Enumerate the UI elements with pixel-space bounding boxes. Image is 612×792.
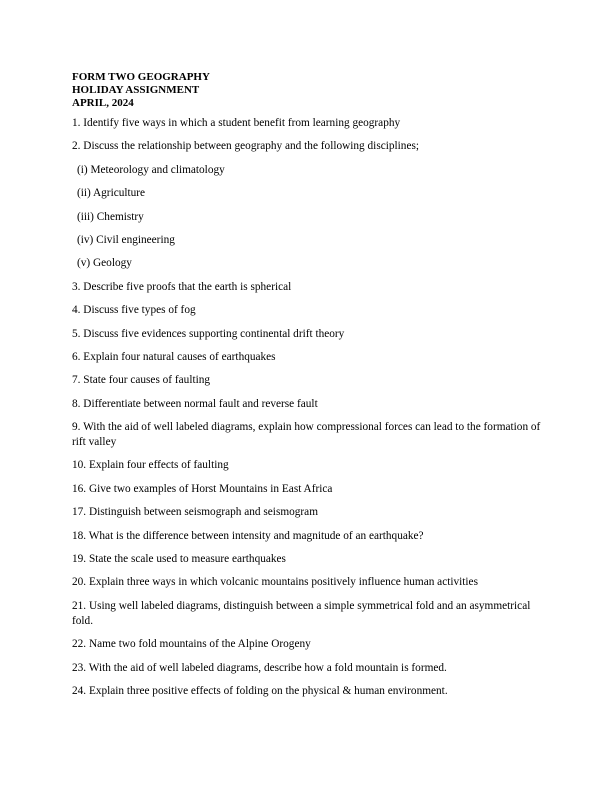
header-subject: FORM TWO GEOGRAPHY	[72, 71, 210, 83]
question-item: 1. Identify five ways in which a student benefit from learning geography	[72, 117, 401, 129]
question-subitem: (v) Geology	[77, 257, 132, 270]
question-item: 8. Differentiate between normal fault and reverse fault	[72, 397, 318, 410]
question-item: 23. With the aid of well labeled diagrams, describe how a fold mountain is formed.	[72, 661, 447, 674]
question-item: 3. Describe five proofs that the earth is spherical	[72, 280, 292, 293]
question-item: 22. Name two fold mountains of the Alpine Orogeny	[72, 638, 311, 651]
question-item: 4. Discuss five types of fog	[72, 304, 196, 317]
question-item: 20. Explain three ways in which volcanic mountains positively influence human activities	[72, 576, 478, 589]
question-list	[72, 116, 542, 699]
question-subitem: (ii) Agriculture	[77, 187, 146, 200]
header-date: APRIL, 2024	[72, 97, 134, 109]
question-item: 10. Explain four effects of faulting	[72, 459, 229, 472]
document-page	[72, 71, 542, 707]
question-item: 6. Explain four natural causes of earthquakes	[72, 350, 276, 363]
question-item: 16. Give two examples of Horst Mountains in East Africa	[72, 482, 333, 495]
question-item: 5. Discuss five evidences supporting continental drift theory	[72, 327, 345, 340]
question-subitem: (iv) Civil engineering	[77, 233, 175, 246]
question-subitem: (iii) Chemistry	[77, 210, 144, 223]
question-item: 18. What is the difference between intensity and magnitude of an earthquake?	[72, 529, 424, 542]
question-item: 24. Explain three positive effects of folding on the physical & human environment.	[72, 684, 448, 697]
question-item: 7. State four causes of faulting	[72, 374, 211, 387]
question-item: 17. Distinguish between seismograph and seismogram	[72, 506, 318, 519]
question-item: 19. State the scale used to measure earthquakes	[72, 553, 286, 566]
question-item: 2. Discuss the relationship between geography and the following disciplines;	[72, 140, 419, 153]
question-item: 21. Using well labeled diagrams, distinguish between a simple symmetrical fold and an asymmetrical fold.	[72, 599, 531, 627]
question-subitem: (i) Meteorology and climatology	[77, 163, 225, 176]
header-title: HOLIDAY ASSIGNMENT	[72, 84, 200, 96]
question-item: 9. With the aid of well labeled diagrams, explain how compressional forces can lead to the formation of rift valley	[72, 421, 541, 449]
assignment-header	[72, 71, 542, 110]
